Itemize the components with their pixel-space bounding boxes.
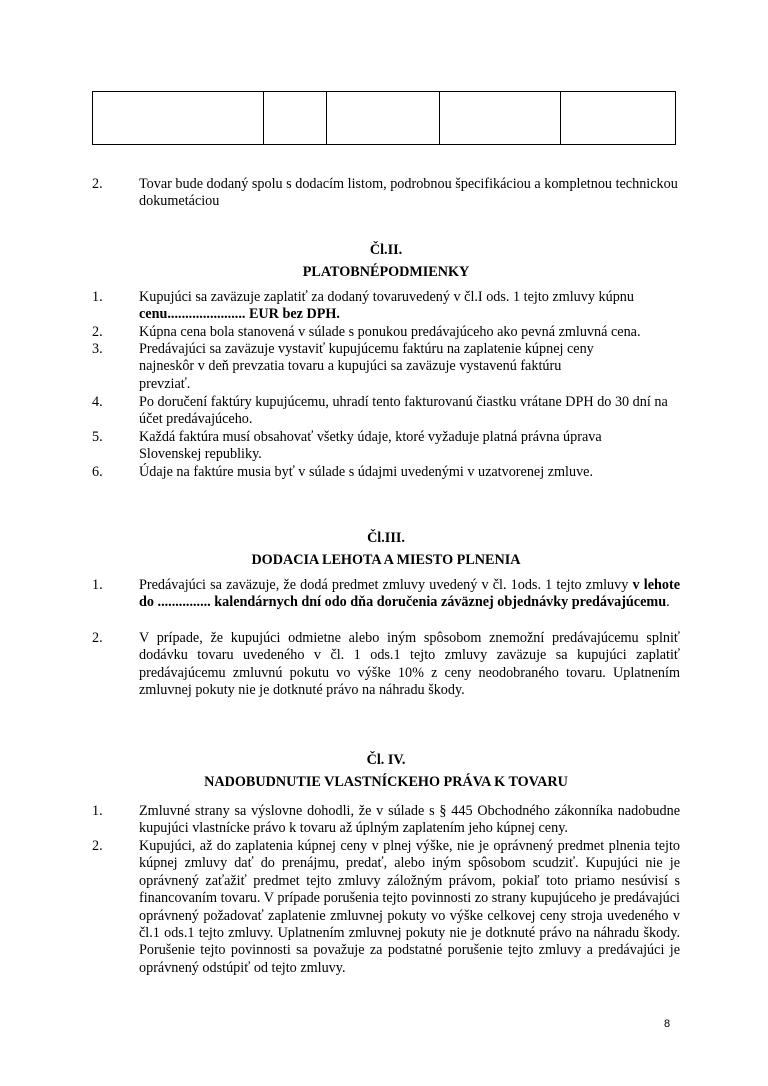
table-cell xyxy=(440,92,561,145)
list-item xyxy=(92,289,680,324)
item-text: Kupujúci, až do zaplatenia kúpnej ceny v plnej výške, nie je oprávnený predmet plnenia tejto kúpnej zmluvy dať do prenájmu, predať, alebo iným spôsobom scudziť. Kupujúci nie je oprávnený zaťažiť predmet tejto zmluvy záložným právom, pokiaľ toto priamo nesúvisí s financovaním tovaru. V prípade porušenia tejto povinnosti zo strany kupujúceho je predávajúci oprávnený požadovať zaplatenie zmluvnej pokuty vo výške celkovej ceny stroja uvedeného v čl.1 ods.1 tejto zmluvy. Uplatnením zmluvnej pokuty nie je dotknuté právo na náhradu škody. Porušenie tejto povinnosti sa považuje za podstatné porušenie tejto zmluvy a predávajúci je oprávnený odstúpiť od tejto zmluvy. xyxy=(139,838,680,976)
item-number: 5. xyxy=(92,429,103,445)
list-item xyxy=(92,324,680,341)
item-text: Tovar bude dodaný spolu s dodacím listom, podrobnou špecifikáciou a kompletnou technickou dokumetáciou xyxy=(139,176,678,210)
section-heading: Čl.III. xyxy=(367,530,405,546)
item-text: Každá faktúra musí obsahovať všetky údaje, ktoré vyžaduje platná právna úprava Slovenskej republiky. xyxy=(139,429,602,463)
item-text xyxy=(139,289,680,324)
page-number: 8 xyxy=(664,1018,671,1030)
table-row xyxy=(93,92,676,145)
list-item xyxy=(92,176,680,211)
item-number: 2. xyxy=(92,838,103,854)
specification-table xyxy=(92,91,676,145)
item-number: 6. xyxy=(92,464,103,480)
item-text: Kúpna cena bola stanovená v súlade s ponukou predávajúceho ako pevná zmluvná cena. xyxy=(139,324,641,340)
table-cell xyxy=(93,92,264,145)
item-number: 2. xyxy=(92,324,103,340)
item-number: 4. xyxy=(92,394,103,410)
section-heading: Čl.II. xyxy=(369,242,403,258)
item-text: Zmluvné strany sa výslovne dohodli, že v súlade s § 445 Obchodného zákonníka nadobudne kupujúci vlastnícke právo k tovaru až úplným zaplatením jeho kúpnej ceny. xyxy=(139,803,680,837)
list-item xyxy=(92,464,680,481)
item-text: Údaje na faktúre musia byť v súlade s údajmi uvedenými v uzatvorenej zmluve. xyxy=(139,464,594,480)
item-text-part: . xyxy=(666,594,670,611)
item-text: Predávajúci sa zaväzuje vystaviť kupujúcemu faktúru na zaplatenie kúpnej ceny najneskôr v deň prevzatia tovaru a kupujúci sa zaväzuje vystavenú faktúru prevziať. xyxy=(139,341,594,392)
list-item xyxy=(92,577,680,612)
item-text-part: Kupujúci sa zaväzuje zaplatiť za dodaný tovaruvedený v čl.I ods. 1 tejto zmluvy kúpnu xyxy=(139,289,634,305)
delivery-term-placeholder: v lehote do ............... kalendárnych dní odo dňa doručenia záväznej objednávky predávajúcemu xyxy=(139,577,680,611)
price-placeholder: cenu...................... EUR bez DPH. xyxy=(139,306,340,323)
item-text: V prípade, že kupujúci odmietne alebo iným spôsobom znemožní predávajúcemu splniť dodávku tovaru uvedeného v čl. 1 ods.1 tejto zmluvy zaväzuje sa kupujúci zaplatiť predávajúcemu zmluvnú pokutu vo výške 10% z ceny neodobraného tovaru. Uplatnením zmluvnej pokuty nie je dotknuté právo na náhradu škody. xyxy=(139,630,680,699)
list-item xyxy=(92,630,680,700)
section-heading: Čl. IV. xyxy=(366,752,406,768)
item-number: 1. xyxy=(92,289,103,305)
section-title: DODACIA LEHOTA A MIESTO PLNENIA xyxy=(251,552,521,568)
section-title: PLATOBNÉPODMIENKY xyxy=(302,264,470,280)
table-cell xyxy=(561,92,676,145)
item-number: 2. xyxy=(92,630,103,646)
item-number: 2. xyxy=(92,176,103,192)
item-text: Po doručení faktúry kupujúcemu, uhradí tento fakturovanú čiastku vrátane DPH do 30 dní na účet predávajúceho. xyxy=(139,394,668,428)
list-item xyxy=(92,803,680,838)
item-number: 1. xyxy=(92,803,103,819)
item-text xyxy=(139,577,680,612)
item-number: 3. xyxy=(92,341,103,357)
table-cell xyxy=(327,92,440,145)
section-title: NADOBUDNUTIE VLASTNÍCKEHO PRÁVA K TOVARU xyxy=(204,774,568,790)
list-item xyxy=(92,394,680,429)
table-cell xyxy=(264,92,327,145)
item-number: 1. xyxy=(92,577,103,593)
list-item xyxy=(92,341,680,393)
list-item xyxy=(92,838,680,977)
item-text-part: Predávajúci sa zaväzuje, že dodá predmet zmluvy uvedený v čl. 1ods. 1 tejto zmluvy xyxy=(139,577,633,593)
list-item xyxy=(92,429,680,464)
